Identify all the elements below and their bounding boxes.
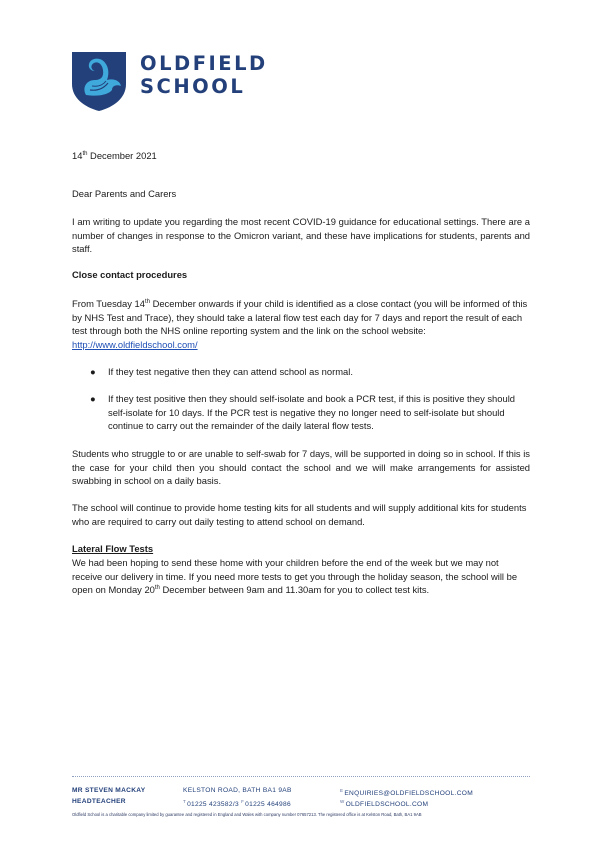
headteacher-name: MR STEVEN MACKAY [72,787,146,794]
school-name-line2: SCHOOL [140,75,246,98]
school-name [140,52,268,98]
school-address: KELSTON ROAD, BATH BA1 9AB [183,787,292,794]
letter-date: 14th December 2021 [72,150,157,161]
lateral-flow-paragraph: We had been hoping to send these home with your children before the end of the week but we may not receive our delivery in time. If you need more tests to get you through the holiday season, the school will be open on Monday 20th December between 9am and 11.30am for you to collect test kits. [72,557,518,596]
close-contact-paragraph: From Tuesday 14th December onwards if your child is identified as a close contact (you will be informed of this by NHS Test and Trace), they should take a lateral flow test each day for 7 days and report the result of each test through both the NHS online reporting system and the link on the school website: http://www.oldfieldschool.com/ [72,298,528,350]
footer-divider [72,776,530,777]
kits-paragraph: The school will continue to provide home testing kits for all students and will supply additional kits for students who are required to carry out daily testing to attend school on demand. [72,502,527,527]
headteacher-title: HEADTEACHER [72,798,126,805]
bullet-negative: If they test negative then they can attend school as normal. [108,366,353,377]
school-name-line1: OLDFIELD [140,52,268,75]
swan-shield-icon [70,50,128,112]
school-website-link[interactable]: http://www.oldfieldschool.com/ [72,338,198,350]
email-link[interactable]: $^E$ENQUIRIES@OLDFIELDSCHOOL.COM [340,788,473,798]
bullet-icon: ● [90,393,96,404]
phone-fax: $^T$01225 423582/3 $^F$01225 464986 [183,799,291,809]
legal-notice: Oldfield School is a charitable company limited by guarantee and registered in England and Wales with company number 07657213. The registered office is at Kelston Road, Bath, BA1 9AB [72,812,422,817]
greeting: Dear Parents and Carers [72,188,177,199]
intro-paragraph: I am writing to update you regarding the most recent COVID-19 guidance for educational settings. There are a number of changes in response to the Omicron variant, and these have implications for students, parents and staff. [72,216,530,255]
close-contact-heading: Close contact procedures [72,269,188,280]
web-link[interactable]: $^W$OLDFIELDSCHOOL.COM [340,799,429,809]
bullet-icon: ● [90,366,96,377]
bullet-positive: If they test positive then they should self-isolate and book a PCR test, if this is positive they should self-isolate for 10 days. If the PCR test is negative they no longer need to self-isolate but should continue to carry out the remainder of the daily lateral flow tests. [108,393,515,432]
lateral-flow-heading: Lateral Flow Tests [72,543,154,554]
support-paragraph: Students who struggle to or are unable to self-swab for 7 days, will be supported in doing so in school. If this is the case for your child then you should contact the school and we will make arrangements for assisted swabbing in school on a daily basis. [72,448,530,487]
